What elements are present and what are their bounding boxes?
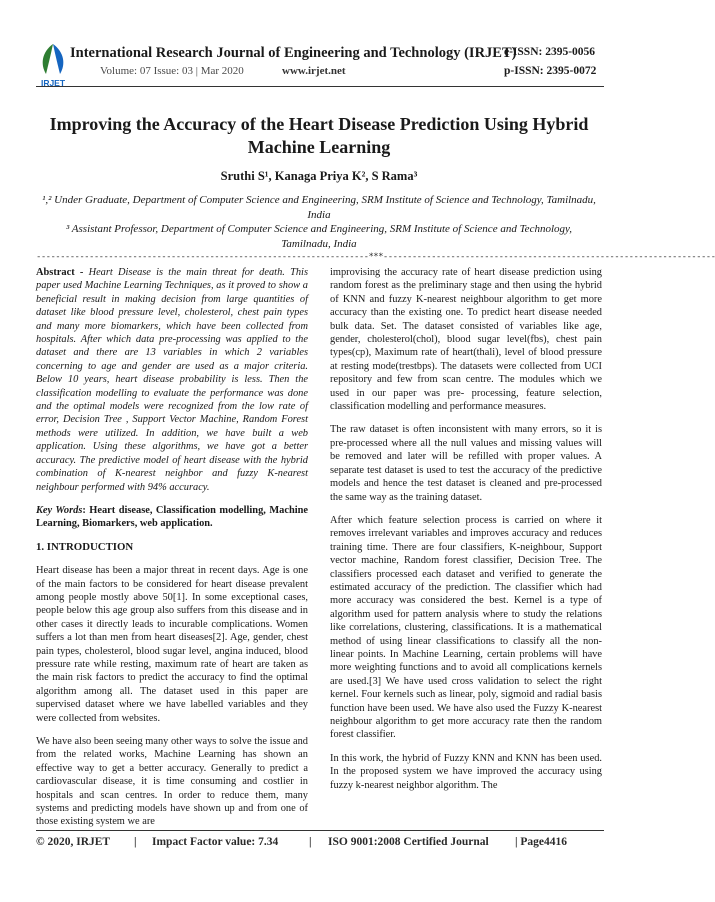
keywords: [36, 504, 308, 531]
footer-separator: |: [134, 836, 137, 848]
footer-impact-factor: Impact Factor value: 7.34: [152, 836, 279, 848]
footer-separator: |: [309, 836, 312, 848]
p-issn: p-ISSN: 2395-0072: [504, 65, 597, 77]
authors: Sruthi S¹, Kanaga Priya K², S Rama³: [220, 169, 418, 183]
abstract-label: Abstract -: [36, 267, 89, 278]
volume-issue: Volume: 07 Issue: 03 | Mar 2020: [100, 65, 244, 77]
footer-copyright: © 2020, IRJET: [36, 836, 111, 848]
left-column: [36, 266, 308, 839]
intro-paragraph-1: Heart disease has been a major threat in recent days. Age is one of the main factors to be considered for heart disease prevalent among people mostly above 50[1]. In some exceptional cases, people below this age group also suffers from this disease and in other cases it directly leads to incurable complications. Women suffers a lot than men from heart diseases[2]. Age, gender, chest pain types, cholesterol, blood sugar level, angina induced, blood pressure rate while resting, maximum rate of heart are taken as the main risk factors to predict the accuracy to find the optimal algorithm among all. The dataset used in this paper are supervised dataset where we have labelled variables and they were collected from websites.: [36, 565, 308, 724]
abstract-text: Heart Disease is the main threat for death. This paper used Machine Learning Techniques, as it proved to show a beneficial result in making decision from large quantities of dataset like blood pressure level, cholesterol, chest pain types and many more biomarkers, which have been collected from hospitals. After which data pre-processing was applied to the dataset and there are 13 variables in which 2 variables concerning to age and gender are used as a major criteria. Below 10 years, heart disease probability is less. Then the classification modelling to evaluate the performance was done and the optimal models were recognized from the low rate of error, Decision Tree , Support Vector Machine, Random Forest methods were utilized. In addition, we have built a web application. Using these algorithms, we have got a better accuracy. The predictive model of heart disease with the hybrid combination of K-nearest neighbor and fuzzy K-nearest neighbour performed with 94% accuracy.: [36, 267, 308, 493]
affiliation-1: ¹,² Under Graduate, Department of Computer Science and Engineering, SRM Institute of Science and Technology, Tamilnadu, India: [42, 194, 596, 221]
footer-iso: ISO 9001:2008 Certified Journal: [328, 836, 489, 848]
right-paragraph-1: improvising the accuracy rate of heart disease prediction using random forest as the preliminary stage and then using the hybrid of KNN and fuzzy K-nearest neighbour algorithm to get more accuracy than the existing one. To predict heart disease needed bulk data. Set. The dataset consisted of variables like age, gender, cholesterol(chol), blood sugar level(fbs), chest pain types(cp), Maximum rate of heart(thali), level of blood pressure at resting mode(trestbps). The datasets were collected from UCI repository and few from scan centre. The modules which we used in our paper was pre- processing, feature selection, classification modelling and performance measures.: [330, 267, 602, 413]
right-paragraph-3: After which feature selection process is carried on where it removes irrelevant variables and improves accuracy and reduces training time. There are four classifiers, K-neighbour, Support vector machine, Random forest classifier, Decision Tree. The classifiers processed each dataset and verified to generate the estimated accuracy of the prediction. The classifier which had more accuracy was considered the best. Kernel is a type of algorithm used for pattern analysis where to study the relations like correlations, clustering, classifications. It is a mathematical method of using linear classifications to classify all the non-linear points. In Machine Learning, certain problems will have more weighting functions and to avoid all complications kernels are used.[3] We have used cross validation to select the right kernel. Four kernels such as linear, poly, sigmoid and radial basis function have been used. We have also used the Fuzzy K-nearest neighbour algorithm to get more accuracy rate then the random forest classifier.: [330, 514, 602, 741]
right-paragraph-2: The raw dataset is often inconsistent with many errors, so it is pre-processed where all the null values and missing values will be removed and later will be refilled with proper values. A separate test dataset is used to test the accuracy of the predictive models and hence the test dataset is cleaned and pre-processed the same way as the training dataset.: [330, 424, 602, 503]
paper-title: Improving the Accuracy of the Heart Disease Prediction Using Hybrid Machine Learning: [49, 114, 589, 157]
journal-logo: [36, 40, 70, 90]
svg-text:IRJET: IRJET: [40, 78, 66, 88]
section-heading-introduction: 1. INTRODUCTION: [36, 540, 134, 553]
right-paragraph-4: In this work, the hybrid of Fuzzy KNN and KNN has been used. In the proposed system we have improved the accuracy using fuzzy k-nearest neighbor algorithm. The: [330, 752, 602, 791]
separator-line: ---------------------------------------------------------------------***---------------------------------------------------------------------: [36, 252, 715, 262]
footer-rule: [36, 830, 604, 831]
journal-website[interactable]: www.irjet.net: [282, 65, 346, 77]
e-issn: e-ISSN: 2395-0056: [504, 46, 596, 58]
keywords-label: Key Words: [36, 504, 83, 516]
header-rule: [36, 86, 604, 87]
footer-page-number: | Page4416: [515, 836, 568, 848]
right-column: [330, 266, 602, 802]
journal-name: International Research Journal of Engineering and Technology (IRJET): [70, 45, 517, 61]
affiliation-2: ³ Assistant Professor, Department of Computer Science and Engineering, SRM Institute of Science and Technology, Tamilnadu, India: [65, 223, 573, 250]
keywords-text: : Heart disease, Classification modelling, Machine Learning, Biomarkers, web application.: [36, 504, 309, 530]
abstract: [36, 266, 308, 494]
intro-paragraph-2: We have also been seeing many other ways to solve the issue and from the related works, Machine Learning has shown an effective way to get a better accuracy. Generally to predict a cardiovascular disease, it is time consuming and costlier in hospitals and scan centres. In order to reduce them, many systems and predicting models have shown up and from one of those existing system we are: [36, 736, 308, 828]
